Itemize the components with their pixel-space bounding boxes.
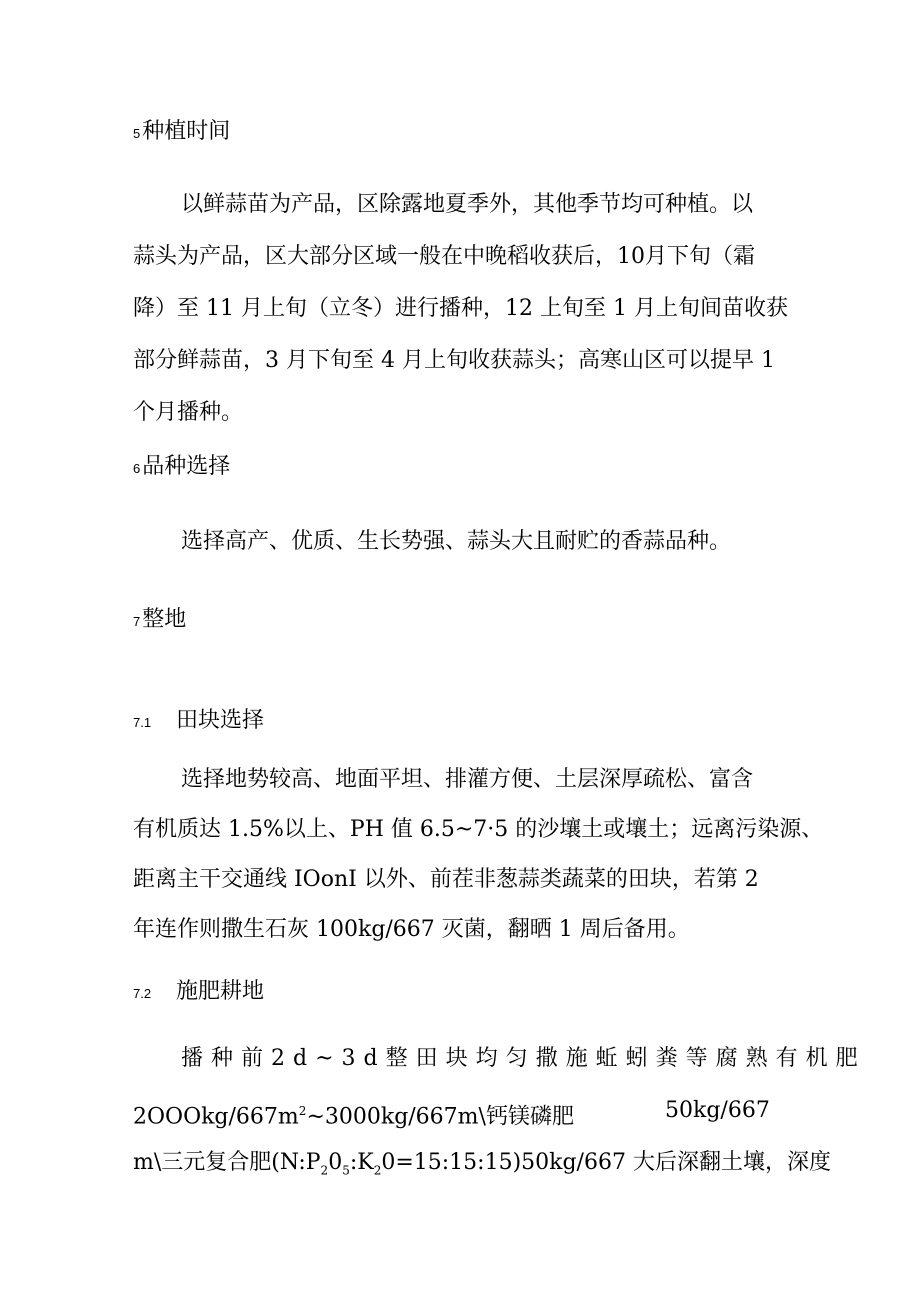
- section-title: 种植时间: [142, 119, 231, 144]
- paragraph-line: 部分鲜蒜苗，3 月下旬至 4 月上旬收获蒜头；高寒山区可以提早 1: [133, 348, 775, 373]
- paragraph-line: 蒜头为产品，区大部分区域一般在中晚稻收获后，10月下旬（霜: [133, 244, 755, 269]
- section-title: 整地: [142, 607, 187, 632]
- section-6-heading: [133, 452, 230, 484]
- fertilizer-amount-text: ~3000kg/667m\钙镁磷肥: [306, 1104, 574, 1130]
- superscript: 2: [298, 1104, 307, 1118]
- section-title: 施肥耕地: [176, 979, 265, 1004]
- section-number: 7: [133, 614, 141, 629]
- section-5-heading: [133, 117, 230, 149]
- section-title: 品种选择: [142, 454, 231, 479]
- section-7-heading: [133, 605, 186, 637]
- formula-text: :K: [349, 1150, 374, 1175]
- section-7-1-heading: [133, 706, 264, 738]
- formula-text: m\三元复合肥(N:P: [133, 1150, 321, 1175]
- section-number: 7.1: [133, 715, 152, 730]
- paragraph-line: 选择高产、优质、生长势强、蒜头大且耐贮的香蒜品种。: [181, 529, 732, 554]
- section-number: 6: [133, 461, 141, 476]
- paragraph-line: 有机质达 1.5%以上、PH 值 6.5~7·5 的沙壤土或壤土；远离污染源、: [133, 817, 824, 842]
- paragraph-line: 年连作则撒生石灰 100kg/667 灭菌，翻晒 1 周后备用。: [133, 917, 690, 942]
- paragraph-line: 个月播种。: [133, 400, 244, 425]
- section-title: 田块选择: [176, 708, 265, 733]
- section-number: 7.2: [133, 986, 152, 1001]
- fertilizer-amount-text: 2OOOkg/667m: [133, 1104, 299, 1130]
- subscript: 2: [373, 1163, 382, 1178]
- formula-text: 0=15:15:15)50kg/667 大后深翻土壤，深度: [381, 1150, 831, 1175]
- section-number: 5: [133, 126, 141, 141]
- paragraph-line: 选择地势较高、地面平坦、排灌方便、土层深厚疏松、富含: [181, 767, 754, 792]
- subscript: 2: [320, 1163, 329, 1178]
- paragraph-line: 距离主干交通线 IOonI 以外、前茬非葱蒜类蔬菜的田块，若第 2: [133, 867, 759, 892]
- paragraph-line: 以鲜蒜苗为产品，区除露地夏季外，其他季节均可种植。以: [181, 192, 754, 217]
- paragraph-line: 播种前2d~3d整田块均匀撒施蚯蚓粪等腐熟有机肥: [181, 1046, 866, 1071]
- section-7-2-heading: [133, 977, 264, 1009]
- paragraph-line: [133, 1094, 793, 1128]
- paragraph-line: [133, 1146, 831, 1180]
- formula-text: 0: [328, 1150, 343, 1175]
- paragraph-line: 降）至 11 月上旬（立冬）进行播种，12 上旬至 1 月上旬间苗收获: [133, 296, 788, 321]
- fertilizer-amount-text: 50kg/667: [665, 1098, 770, 1123]
- subscript: 5: [342, 1163, 350, 1178]
